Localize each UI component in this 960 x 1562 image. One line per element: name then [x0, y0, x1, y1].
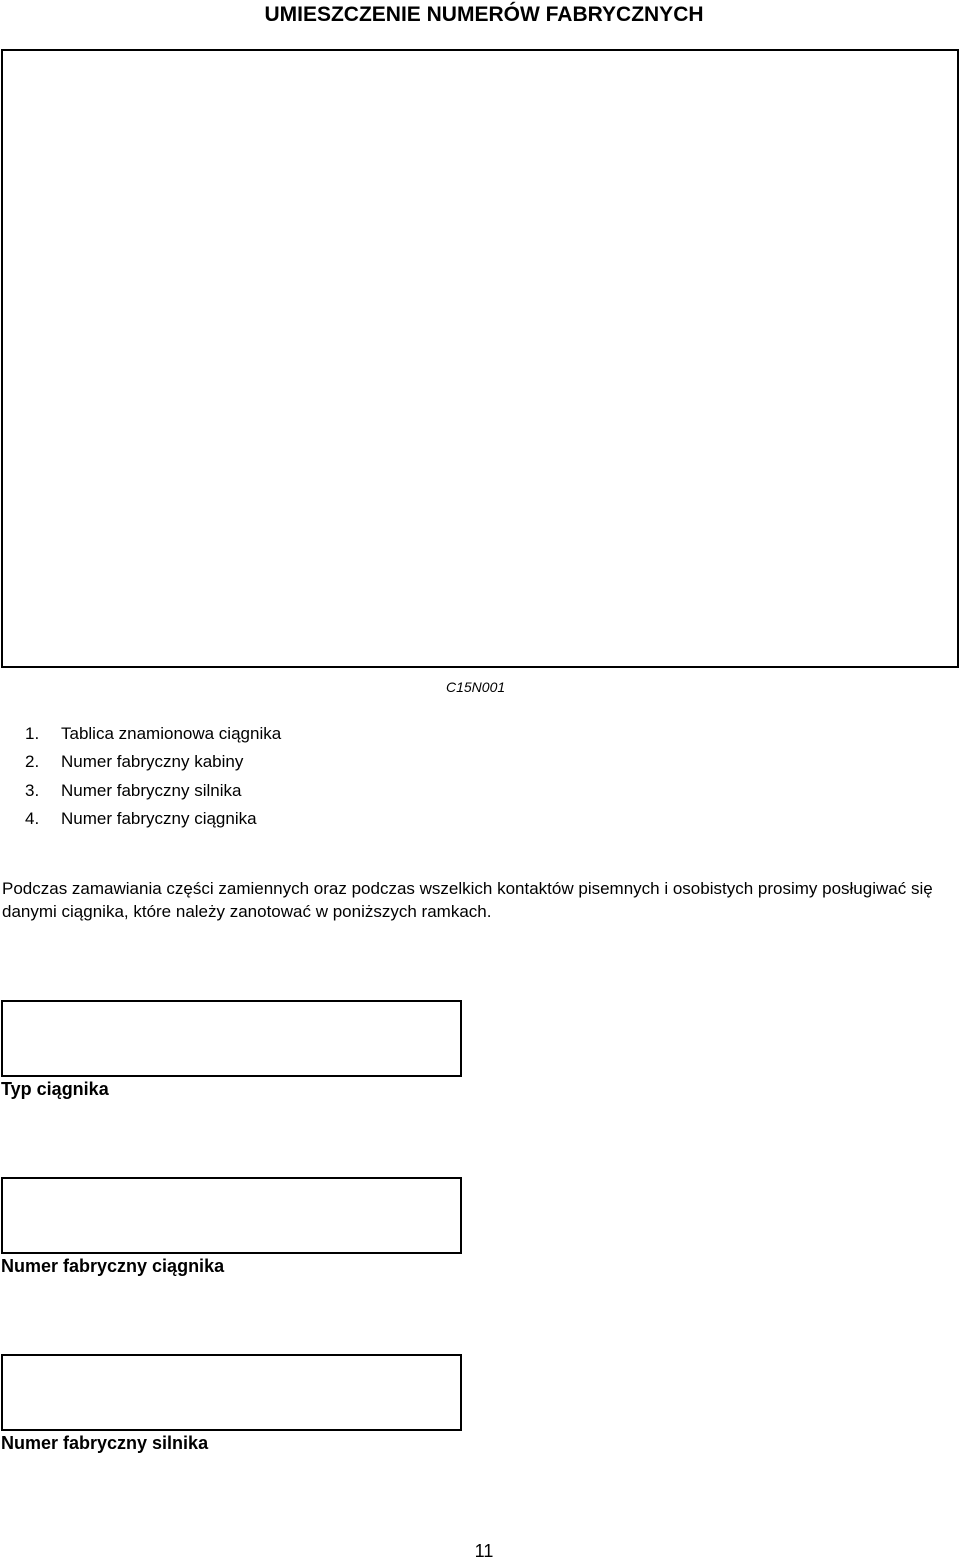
- tractor-type-label: Typ ciągnika: [1, 1079, 109, 1099]
- legend-item-number: 1.: [25, 724, 40, 743]
- tractor-serial-field[interactable]: [1, 1177, 462, 1254]
- legend-item-number: 2.: [25, 752, 40, 772]
- legend-item-number: 4.: [25, 808, 40, 828]
- tractor-serial-label: Numer fabryczny ciągnika: [1, 1256, 225, 1276]
- page-number: 11: [474, 1541, 494, 1561]
- tractor-type-field[interactable]: [1, 1000, 462, 1077]
- legend-item-text: Tablica znamionowa ciągnika: [61, 724, 282, 743]
- engine-serial-label: Numer fabryczny silnika: [1, 1433, 209, 1453]
- legend-list: [25, 720, 281, 833]
- legend-item: [25, 777, 281, 805]
- intro-paragraph: Podczas zamawiania części zamiennych oraz podczas wszelkich kontaktów pisemnych i osobistych prosimy posługiwać się danymi ciągnika, które należy zanotować w poniższych ramkach.: [2, 879, 933, 921]
- legend-item: [25, 720, 281, 748]
- legend-item-number: 3.: [25, 780, 40, 800]
- figure-frame: [1, 49, 959, 668]
- figure-code: C15N001: [446, 679, 506, 695]
- page-title: UMIESZCZENIE NUMERÓW FABRYCZNYCH: [264, 3, 704, 26]
- legend-item: [25, 748, 281, 776]
- engine-serial-field[interactable]: [1, 1354, 462, 1431]
- legend-item-text: Numer fabryczny kabiny: [61, 752, 244, 772]
- legend-item: [25, 805, 281, 833]
- legend-item-text: Numer fabryczny ciągnika: [61, 808, 257, 828]
- legend-item-text: Numer fabryczny silnika: [61, 780, 242, 800]
